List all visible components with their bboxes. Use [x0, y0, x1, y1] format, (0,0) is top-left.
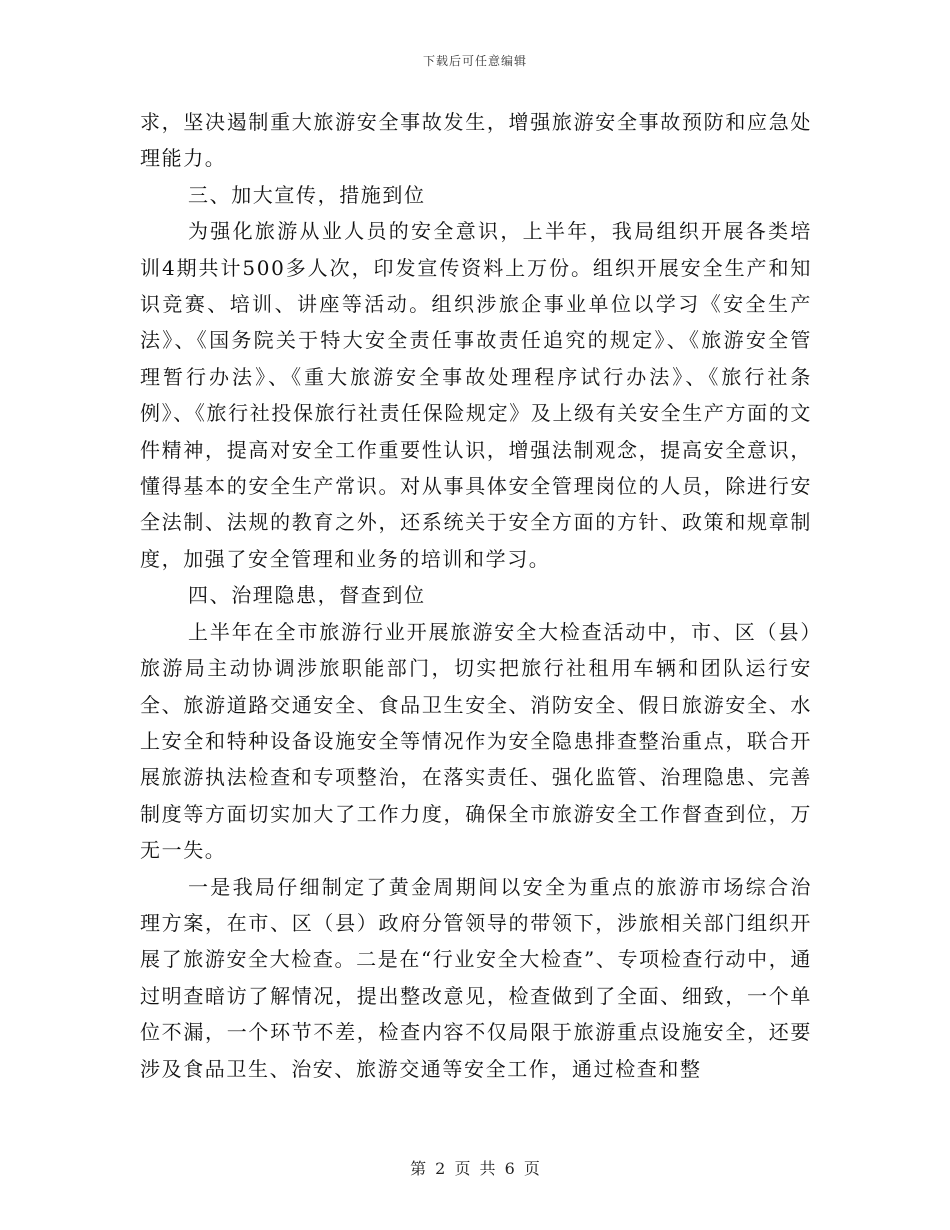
page-header-note: 下载后可任意编辑 — [422, 54, 527, 68]
paragraph-continuation: 求，坚决遏制重大旅游安全事故发生，增强旅游安全事故预防和应急处理能力。 — [140, 110, 812, 171]
paragraph-inspection: 上半年在全市旅游行业开展旅游安全大检查活动中，市、区（县）旅游局主动协调涉旅职能部门，切实把旅行社租用车辆和团队运行安全、旅游道路交通安全、食品卫生安全、消防安全、假日旅游安全、水上安全和特种设备设施安全等情况作为安全隐患排查整治重点，联合开展旅游执法检查和专项整治，在落实责任、强化监管、治理隐患、完善制度等方面切实加大了工作力度，确保全市旅游安全工作督查到位，万无一失。 — [140, 619, 812, 863]
page-number-footer: 第 2 页 共 6 页 — [410, 1159, 540, 1178]
document-body — [140, 104, 812, 1087]
section-heading-4: 四、治理隐患，督查到位 — [188, 583, 426, 608]
paragraph-measures: 一是我局仔细制定了黄金周期间以安全为重点的旅游市场综合治理方案，在市、区（县）政府分管领导的带领下，涉旅相关部门组织开展了旅游安全大检查。二是在“行业安全大检查”、专项检查行动中，通过明查暗访了解情况，提出整改意见，检查做到了全面、细致，一个单位不漏，一个环节不差，检查内容不仅局限于旅游重点设施安全，还要涉及食品卫生、治安、旅游交通等安全工作，通过检查和整 — [140, 874, 812, 1081]
section-heading-3: 三、加大宣传，措施到位 — [188, 182, 426, 207]
paragraph-publicity: 为强化旅游从业人员的安全意识，上半年，我局组织开展各类培训4期共计500多人次，印发宣传资料上万份。组织开展安全生产和知识竞赛、培训、讲座等活动。组织涉旅企事业单位以学习《安全生产法》、《国务院关于特大安全责任事故责任追究的规定》、《旅游安全管理暂行办法》、《重大旅游安全事故处理程序试行办法》、《旅行社条例》、《旅行社投保旅行社责任保险规定》及上级有关安全生产方面的文件精神，提高对安全工作重要性认识，增强法制观念，提高安全意识，懂得基本的安全生产常识。对从事具体安全管理岗位的人员，除进行安全法制、法规的教育之外，还系统关于安全方面的方针、政策和规章制度，加强了安全管理和业务的培训和学习。 — [140, 219, 812, 571]
